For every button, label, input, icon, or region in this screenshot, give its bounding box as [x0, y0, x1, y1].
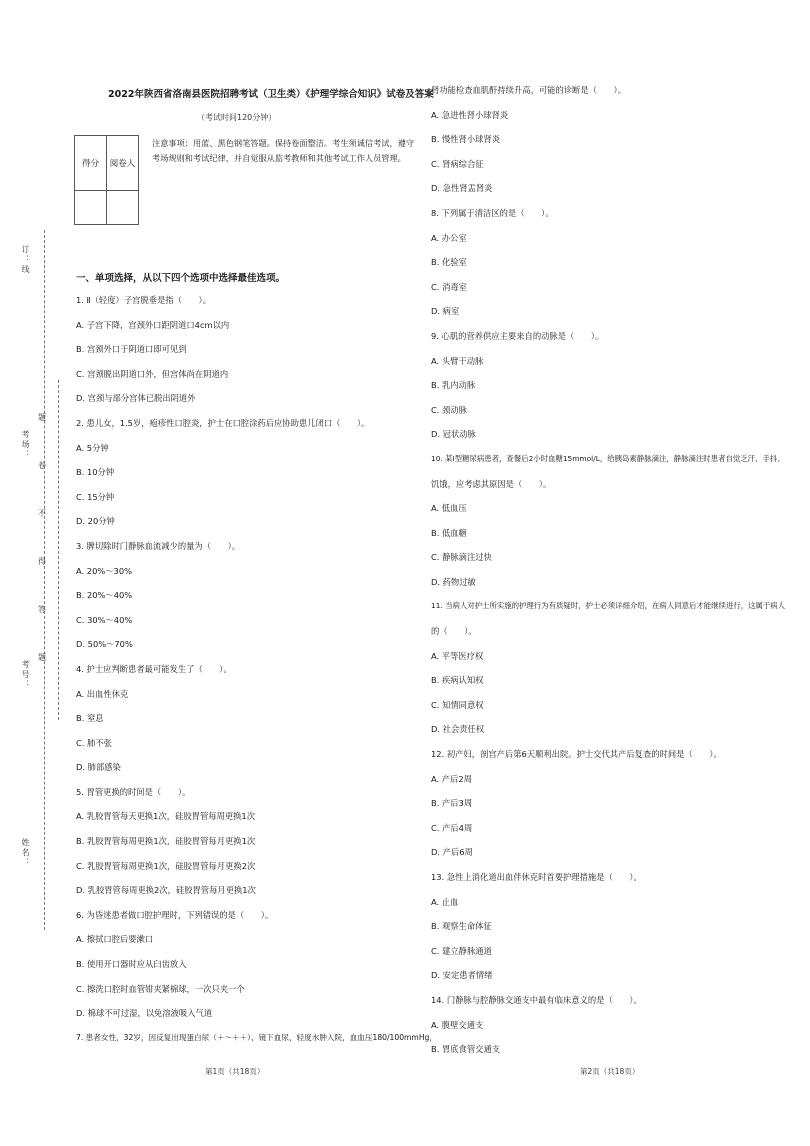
left-column — [76, 288, 437, 1050]
option-line: B. 10分钟 — [76, 467, 115, 478]
option-line: D. 棉球不可过湿，以免溶液吸入气道 — [76, 1008, 213, 1019]
question-line: 6. 为昏迷患者做口腔护理时，下列错误的是（ ）。 — [76, 909, 274, 920]
option-line: D. 肺部感染 — [76, 762, 121, 773]
question-line: 9. 心肌的营养供应主要来自的动脉是（ ）。 — [431, 330, 604, 341]
grader-cell[interactable] — [107, 191, 139, 225]
question-line: 8. 下列属于清洁区的是（ ）。 — [431, 207, 554, 218]
score-table — [74, 135, 139, 225]
question-line: 10. 某Ⅰ型糖尿病患者，查餐后2小时血糖15mmol/L，给胰岛素静脉滴注，静脉滴注时患者自觉乏汗、手抖、 — [431, 453, 785, 463]
option-line: C. 肾病综合征 — [431, 158, 484, 169]
option-line: B. 低血糖 — [431, 527, 467, 538]
option-line: A. 出血性休克 — [76, 688, 129, 699]
option-line: D. 病室 — [431, 306, 460, 317]
sidebar-field-exam-room: 考场： — [21, 430, 30, 460]
sidebar-field-1: 订：线 — [21, 245, 30, 275]
option-line: A. 急进性肾小球肾炎 — [431, 109, 509, 120]
option-line: A. 5分钟 — [76, 442, 109, 453]
question-line: 12. 初产妇，剖宫产后第6天顺利出院。护士交代其产后复查的时间是（ ）。 — [431, 749, 722, 760]
option-line: A. 腹壁交通支 — [431, 1019, 484, 1030]
option-line: A. 子宫下降，宫颈外口距阴道口4cm以内 — [76, 319, 230, 330]
option-line: C. 乳胶胃管每周更换1次，硅胶胃管每月更换2次 — [76, 860, 256, 871]
option-line: A. 乳胶胃管每天更换1次，硅胶胃管每周更换1次 — [76, 811, 256, 822]
question-line: 7. 患者女性，32岁，因反复出现蛋白尿（＋～＋＋）、镜下血尿，轻度水肿入院，血血压180/100mmHg， — [76, 1032, 437, 1042]
option-line: D. 宫颈与部分宫体已脱出阴道外 — [76, 393, 196, 404]
option-line: C. 擦洗口腔时血管钳夹紧棉球，一次只夹一个 — [76, 983, 245, 994]
binding-line-inner — [58, 380, 59, 720]
option-line: A. 产后2周 — [431, 773, 472, 784]
warning-char: 得 — [38, 557, 46, 566]
option-line: D. 产后6周 — [431, 847, 473, 858]
option-line: D. 药物过敏 — [431, 576, 476, 587]
section-heading: 一、单项选择，从以下四个选项中选择最佳选项。 — [76, 273, 286, 284]
question-line: 饥饿，应考虑其原因是（ ）。 — [431, 478, 552, 489]
option-line: A. 20%～30% — [76, 565, 132, 576]
option-line: C. 建立静脉通道 — [431, 945, 492, 956]
option-line: D. 急性肾盂肾炎 — [431, 183, 493, 194]
option-line: A. 平等医疗权 — [431, 650, 484, 661]
option-line: D. 安定患者情绪 — [431, 970, 493, 981]
warning-char: 不 — [38, 509, 46, 518]
warning-char: 卷 — [38, 461, 46, 470]
option-line: B. 化验室 — [431, 257, 467, 268]
exam-notice: 注意事项：用蓝、黑色钢笔答题。保持卷面整洁。考生须诚信考试，遵守考场规则和考试纪律，并自觉服从监考教师和其他考试工作人员管理。 — [152, 138, 415, 163]
option-line: B. 使用开口器时应从臼齿放入 — [76, 959, 187, 970]
score-cell[interactable] — [75, 191, 107, 225]
warning-char: 题 — [38, 653, 46, 662]
option-line: A. 办公室 — [431, 232, 467, 243]
question-line: 2. 患儿女，1.5岁，疱疹性口腔炎，护士在口腔涂药后应协助患儿闭口（ ）。 — [76, 417, 370, 428]
option-line: D. 社会责任权 — [431, 724, 485, 735]
question-line: 的（ ）。 — [431, 626, 477, 637]
option-line: A. 头臂干动脉 — [431, 355, 484, 366]
option-line: D. 20分钟 — [76, 516, 115, 527]
exam-time: （考试时间120分钟） — [197, 113, 277, 122]
option-line: C. 颈动脉 — [431, 404, 467, 415]
option-line: C. 静脉滴注过快 — [431, 552, 492, 563]
option-line: B. 乳胶胃管每周更换1次，硅胶胃管每月更换1次 — [76, 836, 256, 847]
option-line: A. 低血压 — [431, 503, 467, 514]
option-line: D. 50%～70% — [76, 639, 133, 650]
option-line: B. 宫颈外口于阴道口即可见到 — [76, 344, 187, 355]
page-footer-left: 第1页（共18页） — [205, 1067, 265, 1076]
page-footer-right: 第2页（共18页） — [580, 1067, 640, 1076]
option-line: C. 30%～40% — [76, 614, 133, 625]
option-line: B. 观察生命体征 — [431, 921, 492, 932]
question-line: 1. Ⅱ（轻度）子宫脱垂是指（ ）。 — [76, 295, 211, 305]
question-line: 肾功能检查血肌酐持续升高，可能的诊断是（ ）。 — [431, 85, 626, 95]
warning-char: 答 — [38, 605, 46, 614]
option-line: B. 疾病认知权 — [431, 675, 484, 686]
question-line: 11. 当病人对护士所实施的护理行为有质疑时，护士必须详细介绍，在病人同意后才能继续进行，这属于病人 — [431, 601, 786, 611]
sidebar-field-exam-number: 考号： — [21, 660, 30, 690]
question-line: 13. 急性上消化道出血伴休克时首要护理措施是（ ）。 — [431, 872, 642, 882]
sidebar-warning — [38, 412, 48, 700]
right-column — [431, 78, 785, 1062]
warning-char: 题 — [38, 413, 46, 422]
grader-label: 阅卷人 — [107, 136, 139, 191]
question-line: 4. 护士应判断患者最可能发生了（ ）。 — [76, 663, 232, 674]
option-line: B. 胃底食管交通支 — [431, 1044, 501, 1055]
question-line: 3. 脾切除时门静脉血流减少的量为（ ）。 — [76, 540, 241, 551]
option-line: C. 产后4周 — [431, 822, 473, 833]
option-line: A. 止血 — [431, 896, 459, 907]
option-line: D. 冠状动脉 — [431, 429, 476, 440]
option-line: C. 肺不张 — [76, 737, 112, 748]
option-line: C. 知情同意权 — [431, 699, 484, 710]
option-line: A. 擦拭口腔后要漱口 — [76, 934, 154, 945]
option-line: B. 慢性肾小球肾炎 — [431, 134, 501, 145]
option-line: B. 窒息 — [76, 713, 104, 724]
option-line: B. 产后3周 — [431, 798, 473, 809]
sidebar-field-name: 姓名： — [21, 838, 30, 868]
option-line: C. 15分钟 — [76, 491, 115, 502]
exam-title: 2022年陕西省洛南县医院招聘考试（卫生类）《护理学综合知识》试卷及答案 — [108, 89, 434, 100]
option-line: B. 乳内动脉 — [431, 380, 476, 391]
option-line: C. 消毒室 — [431, 281, 467, 292]
score-label: 得分 — [75, 136, 107, 191]
option-line: B. 20%～40% — [76, 590, 133, 601]
question-line: 5. 胃管更换的时间是（ ）。 — [76, 786, 191, 797]
option-line: D. 乳胶胃管每周更换2次，硅胶胃管每月更换1次 — [76, 885, 256, 896]
option-line: C. 宫颈脱出阴道口外，但宫体尚在阴道内 — [76, 368, 229, 379]
question-line: 14. 门静脉与腔静脉交通支中最有临床意义的是（ ）。 — [431, 994, 642, 1005]
